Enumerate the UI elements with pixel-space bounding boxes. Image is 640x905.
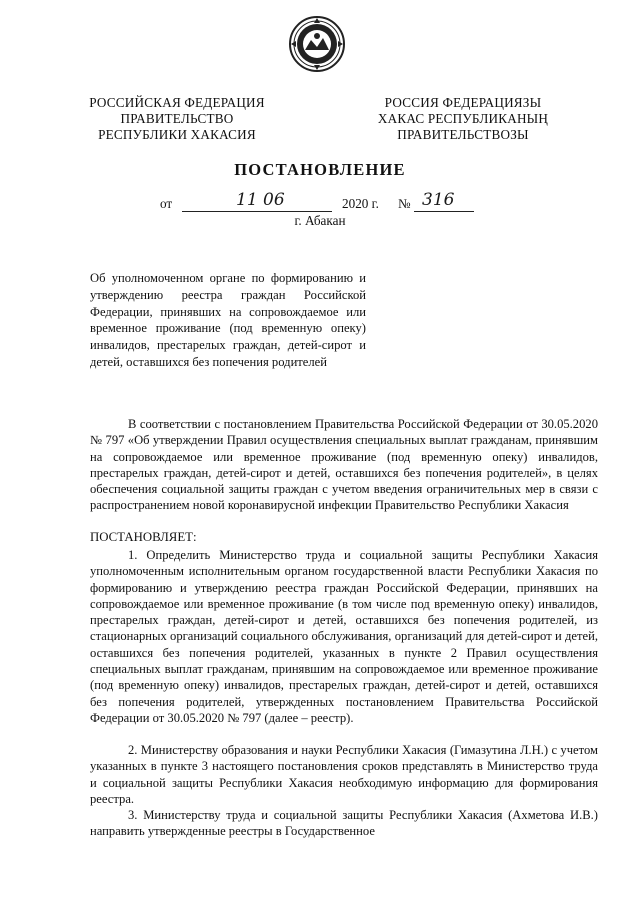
coat-of-arms-emblem [287, 14, 347, 74]
header-right-khakas [368, 95, 558, 143]
decree-text: ПОСТАНОВЛЯЕТ: [90, 530, 197, 544]
header-right-line2: ХАКАС РЕСПУБЛИКАНЫҢ [377, 111, 549, 126]
decree-keyword [90, 529, 598, 545]
preamble-text: В соответствии с постановлением Правительства Российской Федерации от 30.05.2020 № 797 «Об утверждении Правил осуществления специальных выплат гражданам, принявшим на сопровождаемое или временное проживание (под временную опеку) инвалидов, престарелых граждан, детей-сирот и детей, оставшихся без попечения родителей», в целях обеспечения социальной защиты граждан с учетом введения ограничительных мер в связи с распространением новой коронавирусной инфекции Правительство Республики Хакасия [90, 417, 598, 513]
item-3-paragraph [90, 807, 598, 840]
city-name: г. Абакан [294, 213, 346, 228]
item-2-text: 2. Министерству образования и науки Республики Хакасия (Гимазутина Л.Н.) с учетом указанных в пункте 3 настоящего постановления сроков представлять в Министерство труда и социальной защиты Республики Хакасия необходимую информацию для формирования реестра. [90, 743, 598, 806]
date-underline [182, 211, 332, 212]
number-underline [414, 211, 474, 212]
handwritten-date: 11 06 [236, 190, 285, 210]
document-subject: Об уполномоченном органе по формированию и утверждению реестра граждан Российской Федерации, принявших на сопровождаемое или временное проживание (под временную опеку) инвалидов, престарелых граждан, детей-сирот и детей, оставшихся без попечения родителей [90, 271, 366, 369]
header-right-line3: ПРАВИТЕЛЬСТВОЗЫ [397, 127, 529, 142]
handwritten-number: 316 [422, 190, 455, 210]
document-title: ПОСТАНОВЛЕНИЕ [234, 160, 406, 179]
number-sign: № [398, 196, 411, 211]
preamble-paragraph [90, 416, 598, 514]
item-1-text: 1. Определить Министерство труда и социальной защиты Республики Хакасия уполномоченным исполнительным органом государственной власти Республики Хакасия по формированию и утверждению реестра граждан Российской Федерации, принявших на сопровождаемое или временное проживание (в том числе под временную опеку) инвалидов, престарелых граждан, детей-сирот и детей, оставшихся без попечения родителей, из стационарных организаций социального обслуживания, организаций для детей-сирот и детей, оставшихся без попечения родителей, указанных в пункте 2 Правил осуществления специальных выплат гражданам, принявшим на сопровождаемое или временное проживание (под временную опеку) инвалидов, престарелых граждан, детей-сирот и детей, оставшихся без попечения родителей, утвержденных постановлением Правительства Российской Федерации от 30.05.2020 № 797 (далее – реестр). [90, 548, 598, 725]
header-left-line3: РЕСПУБЛИКИ ХАКАСИЯ [98, 127, 256, 142]
item-3-text: 3. Министерству труда и социальной защиты Республики Хакасия (Ахметова И.В.) направить утвержденные реестры в Государственное [90, 808, 598, 839]
year-text: 2020 г. [342, 196, 379, 211]
header-left-line2: ПРАВИТЕЛЬСТВО [120, 111, 234, 126]
date-prefix: от [160, 196, 173, 211]
item-1-paragraph [90, 547, 598, 726]
header-left-line1: РОССИЙСКАЯ ФЕДЕРАЦИЯ [89, 95, 265, 110]
header-left-russian [82, 95, 272, 143]
header-right-line1: РОССИЯ ФЕДЕРАЦИЯЗЫ [384, 95, 542, 110]
item-2-paragraph [90, 742, 598, 807]
